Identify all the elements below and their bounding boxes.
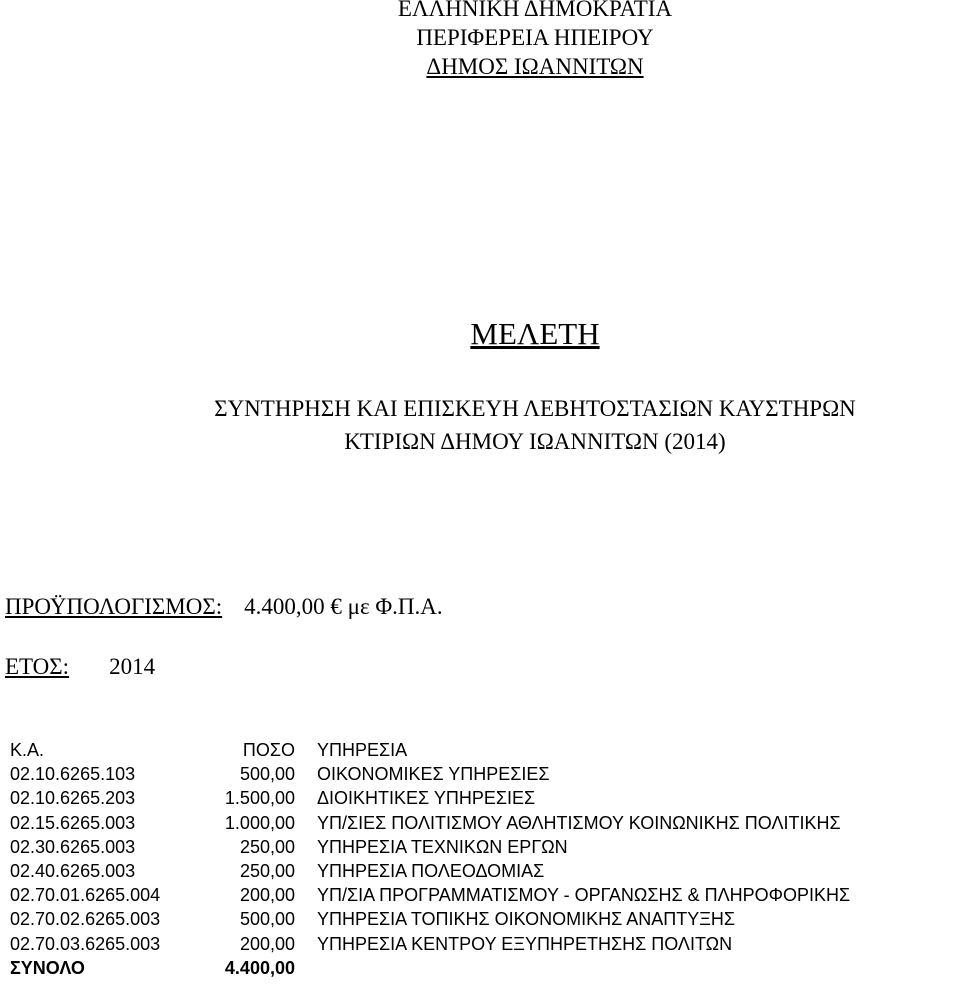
budget-value: 4.400,00 € με Φ.Π.Α. <box>244 594 443 619</box>
row-amount: 250,00 <box>239 836 295 857</box>
header-municipality: ΔΗΜΟΣ ΙΩΑΝΝΙΤΩΝ <box>426 54 644 79</box>
row-code: 02.40.6265.003 <box>10 860 136 881</box>
row-service: ΥΠΗΡΕΣΙΑ ΠΟΛΕΟΔΟΜΙΑΣ <box>317 860 545 881</box>
header-amount: ΠΟΣΟ <box>242 740 295 760</box>
year-label: ΕΤΟΣ: <box>5 654 70 679</box>
header-region: ΠΕΡΙΦΕΡΕΙΑ ΗΠΕΙΡΟΥ <box>416 25 654 50</box>
row-code: 02.70.03.6265.003 <box>10 933 161 954</box>
row-service: ΥΠΗΡΕΣΙΑ ΤΕΧΝΙΚΩΝ ΕΡΓΩΝ <box>317 836 568 857</box>
document-header <box>0 0 960 81</box>
row-service: ΥΠΗΡΕΣΙΑ ΤΟΠΙΚΗΣ ΟΙΚΟΝΟΜΙΚΗΣ ΑΝΑΠΤΥΞΗΣ <box>317 909 736 930</box>
row-service: ΔΙΟΙΚΗΤΙΚΕΣ ΥΠΗΡΕΣΙΕΣ <box>317 788 536 809</box>
total-label: ΣΥΝΟΛΟ <box>10 957 85 978</box>
row-amount: 200,00 <box>239 885 295 906</box>
row-code: 02.10.6265.203 <box>10 788 136 809</box>
study-title: ΜΕΛΕΤΗ <box>470 316 600 351</box>
row-amount: 250,00 <box>239 860 295 881</box>
row-amount: 500,00 <box>239 909 295 930</box>
row-code: 02.10.6265.103 <box>10 764 136 785</box>
row-code: 02.70.02.6265.003 <box>10 909 161 930</box>
study-subject-line1: ΣΥΝΤΗΡΗΣΗ ΚΑΙ ΕΠΙΣΚΕΥΗ ΛΕΒΗΤΟΣΤΑΣΙΩΝ ΚΑΥΣΤΗΡΩΝ <box>214 396 856 421</box>
row-service: ΟΙΚΟΝΟΜΙΚΕΣ ΥΠΗΡΕΣΙΕΣ <box>317 764 550 785</box>
year-line <box>5 654 155 680</box>
row-code: 02.30.6265.003 <box>10 836 136 857</box>
study-subject <box>0 392 960 458</box>
header-code: Κ.Α. <box>10 740 45 760</box>
row-code: 02.70.01.6265.004 <box>10 885 161 906</box>
row-amount: 1.000,00 <box>224 812 295 833</box>
row-service: ΥΠΗΡΕΣΙΑ ΚΕΝΤΡΟΥ ΕΞΥΠΗΡΕΤΗΣΗΣ ΠΟΛΙΤΩΝ <box>317 933 733 954</box>
budget-label: ΠΡΟΫΠΟΛΟΓΙΣΜΟΣ: <box>5 594 223 619</box>
budget-line <box>5 594 443 620</box>
row-amount: 500,00 <box>239 764 295 785</box>
row-service: ΥΠ/ΣΙΑ ΠΡΟΓΡΑΜΜΑΤΙΣΜΟΥ - ΟΡΓΑΝΩΣΗΣ & ΠΛΗΡΟΦΟΡΙΚΗΣ <box>317 885 851 906</box>
total-amount: 4.400,00 <box>224 957 295 978</box>
study-subject-line2: ΚΤΙΡΙΩΝ ΔΗΜΟΥ ΙΩΑΝΝΙΤΩΝ (2014) <box>344 429 726 454</box>
header-country: ΕΛΛΗΝΙΚΗ ΔΗΜΟΚΡΑΤΙΑ <box>397 0 673 21</box>
row-service: ΥΠ/ΣΙΕΣ ΠΟΛΙΤΙΣΜΟΥ ΑΘΛΗΤΙΣΜΟΥ ΚΟΙΝΩΝΙΚΗΣ ΠΟΛΙΤΙΚΗΣ <box>317 812 841 833</box>
row-code: 02.15.6265.003 <box>10 812 136 833</box>
header-service: ΥΠΗΡΕΣΙΑ <box>317 740 408 760</box>
year-value: 2014 <box>109 654 156 679</box>
row-amount: 200,00 <box>239 933 295 954</box>
row-amount: 1.500,00 <box>224 788 295 809</box>
